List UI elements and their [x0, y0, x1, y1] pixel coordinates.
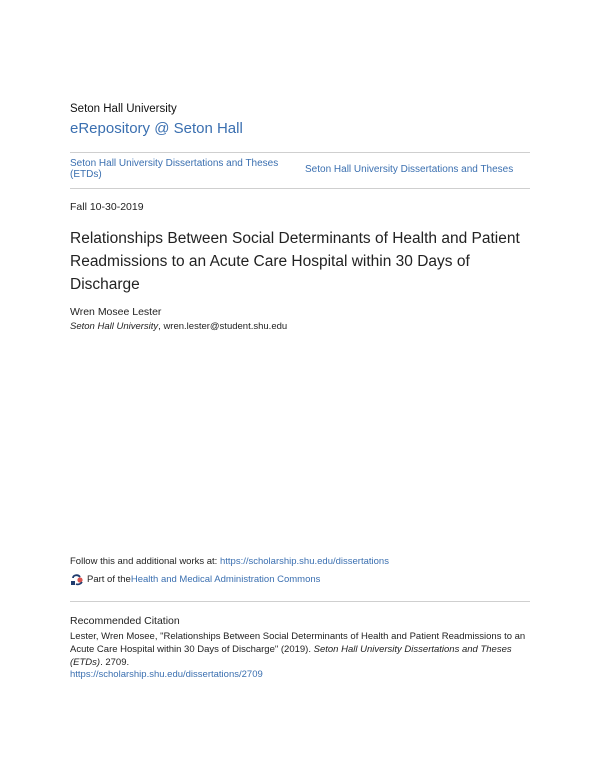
author-affiliation	[70, 321, 287, 332]
citation-series: Seton Hall University Dissertations and Theses (ETDs)	[70, 644, 512, 668]
affiliation-name: Seton Hall University	[70, 321, 159, 332]
institution-name: Seton Hall University	[70, 103, 177, 115]
network-icon	[70, 573, 83, 586]
breadcrumb-collection-link[interactable]: Seton Hall University Dissertations and Theses (ETDs)	[70, 158, 279, 180]
follow-url-link[interactable]: https://scholarship.shu.edu/dissertations	[219, 556, 389, 567]
citation-main: Lester, Wren Mosee, "Relationships Between Social Determinants of Health and Patient Readmissions to an Acute Care Hospital within 30 Days of Discharge" (2019).	[70, 631, 526, 655]
follow-prefix: Follow this and additional works at:	[70, 556, 220, 567]
header-divider	[70, 152, 530, 153]
citation-number: . 2709.	[100, 657, 130, 668]
part-of-line	[70, 573, 320, 586]
repository-link[interactable]: eRepository @ Seton Hall	[70, 120, 243, 137]
citation-url-link[interactable]: https://scholarship.shu.edu/dissertations/2709	[70, 669, 263, 680]
follow-line	[70, 556, 389, 567]
author-email: , wren.lester@student.shu.edu	[158, 321, 288, 332]
citation-heading: Recommended Citation	[70, 615, 180, 627]
publication-date: Fall 10-30-2019	[70, 201, 144, 213]
part-of-prefix: Part of the	[87, 574, 131, 585]
breadcrumb-series-link[interactable]: Seton Hall University Dissertations and Theses	[305, 164, 514, 175]
citation-divider	[70, 601, 530, 602]
author-name: Wren Mosee Lester	[70, 306, 162, 318]
breadcrumb-divider	[70, 188, 530, 189]
citation-text	[70, 630, 540, 669]
commons-link[interactable]: Health and Medical Administration Commons	[130, 574, 321, 585]
document-title: Relationships Between Social Determinants of Health and Patient Readmissions to an Acute Care Hospital within 30 Days of Discharge	[70, 230, 520, 293]
